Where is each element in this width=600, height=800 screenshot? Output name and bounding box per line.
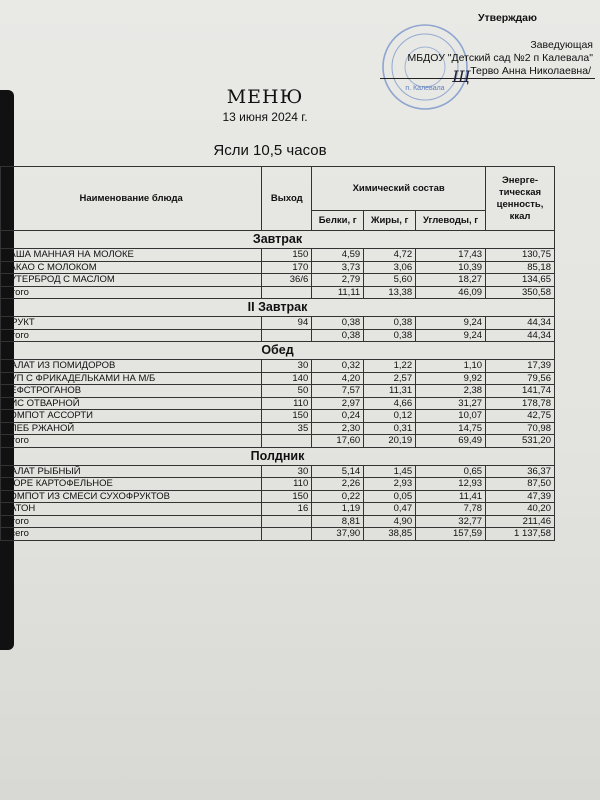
- dish-carb: 12,93: [416, 478, 486, 491]
- dish-name: КАКАО С МОЛОКОМ: [1, 261, 262, 274]
- section-title: Полдник: [1, 447, 555, 465]
- dish-fat: 0,31: [364, 422, 416, 435]
- dish-yield: 36/6: [262, 274, 312, 287]
- dish-fat: 0,05: [364, 490, 416, 503]
- dish-yield: 140: [262, 372, 312, 385]
- dish-yield: 30: [262, 360, 312, 373]
- dish-fat: 4,72: [364, 249, 416, 262]
- dish-carb: 0,65: [416, 465, 486, 478]
- total-fat: 13,38: [364, 286, 416, 299]
- col-header-protein: Белки, г: [312, 211, 364, 231]
- total-protein: 17,60: [312, 435, 364, 448]
- dish-energy: 42,75: [486, 410, 555, 423]
- total-carb: 9,24: [416, 329, 486, 342]
- total-yield: [262, 435, 312, 448]
- dish-energy: 40,20: [486, 503, 555, 516]
- total-fat: 4,90: [364, 515, 416, 528]
- total-protein: 11,11: [312, 286, 364, 299]
- total-row: [1, 286, 555, 299]
- dish-fat: 5,60: [364, 274, 416, 287]
- total-label: Итого: [1, 515, 262, 528]
- total-energy: 211,46: [486, 515, 555, 528]
- table-row: [1, 478, 555, 491]
- dish-carb: 2,38: [416, 385, 486, 398]
- dish-protein: 7,57: [312, 385, 364, 398]
- total-carb: 32,77: [416, 515, 486, 528]
- total-label: Итого: [1, 329, 262, 342]
- menu-heading: [0, 86, 600, 159]
- stamp-text: п. Калевала: [405, 85, 445, 92]
- dish-energy: 85,18: [486, 261, 555, 274]
- total-label: Итого: [1, 286, 262, 299]
- dish-name: ФРУКТ: [1, 317, 262, 330]
- dish-protein: 4,59: [312, 249, 364, 262]
- dish-name: РИС ОТВАРНОЙ: [1, 397, 262, 410]
- dish-fat: 4,66: [364, 397, 416, 410]
- total-energy: 531,20: [486, 435, 555, 448]
- dish-energy: 134,65: [486, 274, 555, 287]
- dish-yield: 150: [262, 249, 312, 262]
- table-row: [1, 503, 555, 516]
- table-row: [1, 397, 555, 410]
- table-row: [1, 249, 555, 262]
- dish-protein: 2,79: [312, 274, 364, 287]
- dish-protein: 5,14: [312, 465, 364, 478]
- table-row: [1, 372, 555, 385]
- total-yield: [262, 286, 312, 299]
- table-row: [1, 360, 555, 373]
- table-row: [1, 410, 555, 423]
- total-carb: 46,09: [416, 286, 486, 299]
- table-row: [1, 490, 555, 503]
- dish-carb: 9,92: [416, 372, 486, 385]
- total-energy: 350,58: [486, 286, 555, 299]
- grand-total-fat: 38,85: [364, 528, 416, 541]
- dish-energy: 141,74: [486, 385, 555, 398]
- total-protein: 0,38: [312, 329, 364, 342]
- grand-total-yield: [262, 528, 312, 541]
- dish-name: КОМПОТ АССОРТИ: [1, 410, 262, 423]
- dish-protein: 3,73: [312, 261, 364, 274]
- section-title: Обед: [1, 342, 555, 360]
- dish-yield: 94: [262, 317, 312, 330]
- dish-carb: 9,24: [416, 317, 486, 330]
- group-name: Ясли 10,5 часов: [213, 142, 327, 159]
- col-header-fat: Жиры, г: [364, 211, 416, 231]
- dish-carb: 31,27: [416, 397, 486, 410]
- total-row: [1, 435, 555, 448]
- grand-total-carb: 157,59: [416, 528, 486, 541]
- dish-protein: 0,32: [312, 360, 364, 373]
- menu-table-body: [1, 231, 555, 541]
- dish-energy: 130,75: [486, 249, 555, 262]
- dish-energy: 44,34: [486, 317, 555, 330]
- table-row: [1, 317, 555, 330]
- dish-name: СУП С ФРИКАДЕЛЬКАМИ НА М/Б: [1, 372, 262, 385]
- section-header-row: [1, 342, 555, 360]
- signature: Щ: [452, 67, 471, 86]
- dish-fat: 2,93: [364, 478, 416, 491]
- dish-name: САЛАТ ИЗ ПОМИДОРОВ: [1, 360, 262, 373]
- approval-organization: МБДОУ "Детский сад №2 п Калевала": [407, 52, 593, 64]
- approval-block: [380, 12, 595, 86]
- dish-fat: 0,47: [364, 503, 416, 516]
- col-header-energy: Энерге-тическая ценность, ккал: [486, 167, 555, 231]
- dish-energy: 36,37: [486, 465, 555, 478]
- dish-energy: 87,50: [486, 478, 555, 491]
- dish-fat: 1,22: [364, 360, 416, 373]
- total-carb: 69,49: [416, 435, 486, 448]
- col-header-yield: Выход: [262, 167, 312, 231]
- table-row: [1, 261, 555, 274]
- dish-carb: 1,10: [416, 360, 486, 373]
- total-yield: [262, 329, 312, 342]
- grand-total-label: Всего: [1, 528, 262, 541]
- col-header-name: Наименование блюда: [1, 167, 262, 231]
- dish-yield: 150: [262, 410, 312, 423]
- page-title: МЕНЮ: [226, 86, 304, 108]
- dish-yield: 110: [262, 478, 312, 491]
- dish-energy: 17,39: [486, 360, 555, 373]
- dish-carb: 10,39: [416, 261, 486, 274]
- total-label: Итого: [1, 435, 262, 448]
- dish-name: ХЛЕБ РЖАНОЙ: [1, 422, 262, 435]
- section-header-row: [1, 231, 555, 249]
- dish-energy: 178,78: [486, 397, 555, 410]
- table-row: [1, 274, 555, 287]
- dish-protein: 0,24: [312, 410, 364, 423]
- dish-protein: 0,38: [312, 317, 364, 330]
- section-title: II Завтрак: [1, 299, 555, 317]
- dish-carb: 18,27: [416, 274, 486, 287]
- dish-fat: 1,45: [364, 465, 416, 478]
- dish-yield: 30: [262, 465, 312, 478]
- dish-name: БАТОН: [1, 503, 262, 516]
- table-row: [1, 385, 555, 398]
- dish-fat: 0,38: [364, 317, 416, 330]
- col-header-chem: Химический состав: [312, 167, 486, 211]
- grand-total-protein: 37,90: [312, 528, 364, 541]
- dish-name: САЛАТ РЫБНЫЙ: [1, 465, 262, 478]
- dish-name: БЕФСТРОГАНОВ: [1, 385, 262, 398]
- dish-name: КОМПОТ ИЗ СМЕСИ СУХОФРУКТОВ: [1, 490, 262, 503]
- dish-carb: 11,41: [416, 490, 486, 503]
- menu-table: [0, 166, 555, 541]
- table-row: [1, 422, 555, 435]
- grand-total-row: [1, 528, 555, 541]
- col-header-carb: Углеводы, г: [416, 211, 486, 231]
- grand-total-energy: 1 137,58: [486, 528, 555, 541]
- dish-yield: 150: [262, 490, 312, 503]
- dish-fat: 0,12: [364, 410, 416, 423]
- dish-name: КАША МАННАЯ НА МОЛОКЕ: [1, 249, 262, 262]
- menu-date: 13 июня 2024 г.: [222, 110, 308, 124]
- dish-fat: 3,06: [364, 261, 416, 274]
- dish-energy: 47,39: [486, 490, 555, 503]
- dish-protein: 0,22: [312, 490, 364, 503]
- table-row: [1, 465, 555, 478]
- section-header-row: [1, 299, 555, 317]
- dish-fat: 2,57: [364, 372, 416, 385]
- total-row: [1, 515, 555, 528]
- dish-energy: 70,98: [486, 422, 555, 435]
- dish-yield: 35: [262, 422, 312, 435]
- dish-yield: 16: [262, 503, 312, 516]
- section-header-row: [1, 447, 555, 465]
- dish-yield: 110: [262, 397, 312, 410]
- dish-fat: 11,31: [364, 385, 416, 398]
- dish-name: ПЮРЕ КАРТОФЕЛЬНОЕ: [1, 478, 262, 491]
- total-fat: 20,19: [364, 435, 416, 448]
- dish-yield: 170: [262, 261, 312, 274]
- total-protein: 8,81: [312, 515, 364, 528]
- total-yield: [262, 515, 312, 528]
- dish-protein: 2,97: [312, 397, 364, 410]
- dish-name: БУТЕРБРОД С МАСЛОМ: [1, 274, 262, 287]
- section-title: Завтрак: [1, 231, 555, 249]
- dish-energy: 79,56: [486, 372, 555, 385]
- dish-carb: 17,43: [416, 249, 486, 262]
- dish-carb: 10,07: [416, 410, 486, 423]
- dish-carb: 14,75: [416, 422, 486, 435]
- approval-signatory: Терво Анна Николаевна/: [380, 65, 595, 79]
- dish-protein: 2,30: [312, 422, 364, 435]
- dish-yield: 50: [262, 385, 312, 398]
- dish-protein: 1,19: [312, 503, 364, 516]
- dish-protein: 2,26: [312, 478, 364, 491]
- total-fat: 0,38: [364, 329, 416, 342]
- total-energy: 44,34: [486, 329, 555, 342]
- dish-protein: 4,20: [312, 372, 364, 385]
- approval-title: Утверждаю: [477, 12, 537, 24]
- dish-carb: 7,78: [416, 503, 486, 516]
- total-row: [1, 329, 555, 342]
- approval-position: Заведующая: [530, 39, 593, 51]
